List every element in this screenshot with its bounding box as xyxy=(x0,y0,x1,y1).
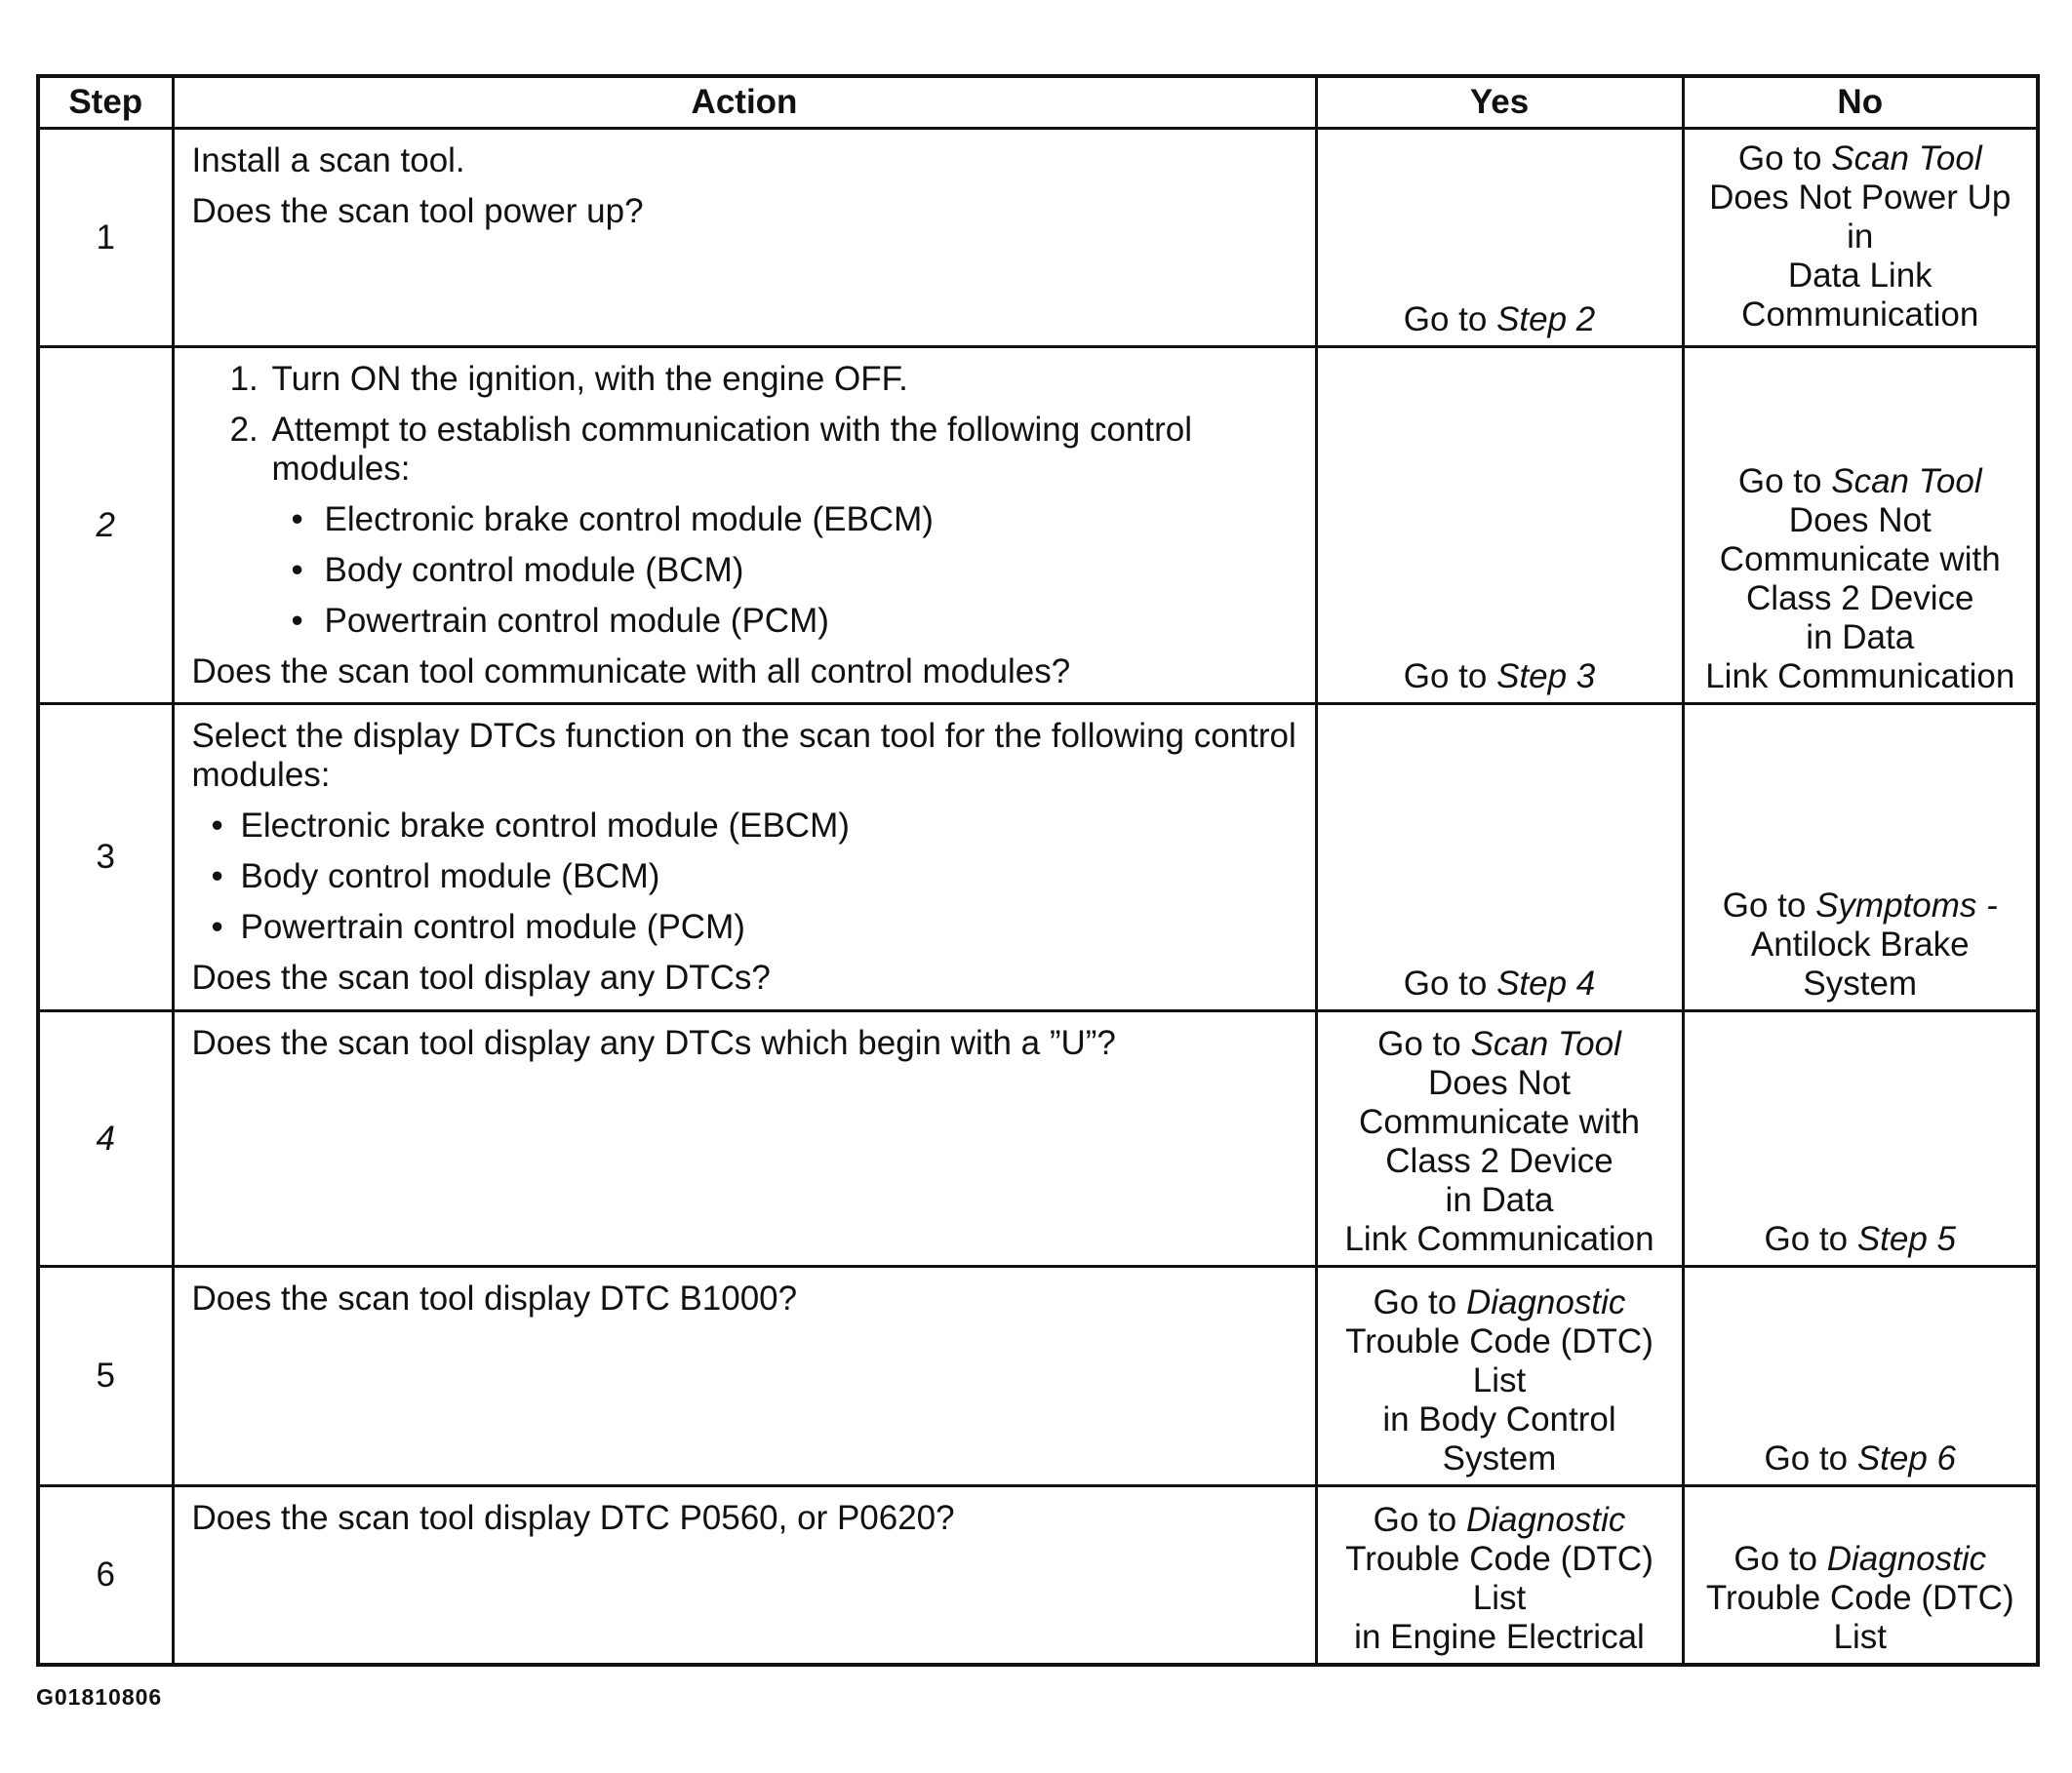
list-item: • Electronic brake control module (EBCM) xyxy=(241,807,1297,846)
list-item: • Body control module (BCM) xyxy=(241,857,1297,896)
yes-result-line: Communicate with xyxy=(1359,1103,1640,1141)
yes-result-line: Does Not xyxy=(1428,1064,1571,1102)
no-result-line: Class 2 Device xyxy=(1746,579,1974,617)
yes-result-line: in Data xyxy=(1445,1181,1554,1219)
step-number: 1 xyxy=(38,129,173,347)
no-cell xyxy=(1683,1011,2038,1267)
step-number: 4 xyxy=(38,1011,173,1267)
no-result-line: Communicate with xyxy=(1719,540,2001,578)
step-number: 3 xyxy=(38,704,173,1011)
list-item: • Electronic brake control module (EBCM) xyxy=(321,500,1297,539)
yes-result-line: Trouble Code (DTC) xyxy=(1345,1322,1654,1360)
header-step: Step xyxy=(38,76,173,129)
yes-cell xyxy=(1316,129,1683,347)
yes-result-line: Go to Diagnostic xyxy=(1373,1283,1626,1321)
no-result: Go to Step 6 xyxy=(1764,1439,1957,1478)
no-result-line: System xyxy=(1803,965,1918,1003)
action-text: Install a scan tool. xyxy=(191,141,465,179)
step-number: 5 xyxy=(38,1267,173,1486)
table-row xyxy=(38,1486,2038,1665)
table-row xyxy=(38,1267,2038,1486)
yes-result-line: Go to Scan Tool xyxy=(1377,1025,1621,1063)
list-item: • Body control module (BCM) xyxy=(321,551,1297,590)
step-number: 2 xyxy=(38,347,173,704)
action-cell xyxy=(173,347,1316,704)
no-cell xyxy=(1683,704,2038,1011)
diagnostic-table xyxy=(36,74,2040,1667)
numbered-list xyxy=(192,360,1297,641)
bullet-list xyxy=(192,807,1297,947)
header-row xyxy=(38,76,2038,129)
no-result-line: Go to Scan Tool xyxy=(1737,139,1982,177)
no-result-line: List xyxy=(1833,1617,1887,1656)
yes-result-line: Link Communication xyxy=(1344,1220,1654,1258)
no-cell xyxy=(1683,347,2038,704)
no-result-line: Does Not xyxy=(1788,501,1932,539)
figure-id: G01810806 xyxy=(36,1684,163,1710)
table-row xyxy=(38,704,2038,1011)
yes-cell xyxy=(1316,1011,1683,1267)
no-result-line: Go to Diagnostic xyxy=(1733,1539,1987,1578)
action-question: Does the scan tool display any DTCs which begin with a ”U”? xyxy=(191,1024,1116,1062)
no-result-line: Antilock Brake xyxy=(1750,926,1970,964)
no-cell xyxy=(1683,1486,2038,1665)
yes-result-line: List xyxy=(1472,1361,1527,1399)
action-question: Does the scan tool display any DTCs? xyxy=(191,959,771,997)
yes-cell xyxy=(1316,1486,1683,1665)
yes-cell xyxy=(1316,347,1683,704)
no-result-line: in xyxy=(1847,217,1874,256)
no-result-line: in Data xyxy=(1806,618,1915,656)
action-question: Does the scan tool communicate with all control modules? xyxy=(191,652,1071,690)
yes-result-line: List xyxy=(1472,1578,1527,1617)
yes-result-line: Trouble Code (DTC) xyxy=(1345,1539,1654,1578)
no-cell xyxy=(1683,129,2038,347)
yes-result: Go to Step 2 xyxy=(1403,300,1596,338)
action-text: Select the display DTCs function on the scan tool for the following control modules: xyxy=(191,717,1296,794)
step-number: 6 xyxy=(38,1486,173,1665)
yes-result-line: in Engine Electrical xyxy=(1354,1617,1645,1656)
list-item: 2. Attempt to establish communication with the following control modules: • Electronic brake control module (EBCM) • Body control module (BCM) • Powertrain control module (PCM) xyxy=(268,411,1297,641)
table-row xyxy=(38,129,2038,347)
header-action: Action xyxy=(173,76,1316,129)
no-result-line: Does Not Power Up xyxy=(1709,178,2012,217)
no-result-line: Trouble Code (DTC) xyxy=(1705,1578,2014,1617)
table-row xyxy=(38,347,2038,704)
bullet-list xyxy=(272,500,1297,641)
yes-result-line: Class 2 Device xyxy=(1385,1142,1614,1180)
yes-result: Go to Step 3 xyxy=(1403,657,1596,695)
action-question: Does the scan tool display DTC B1000? xyxy=(191,1280,798,1318)
yes-cell xyxy=(1316,704,1683,1011)
action-question: Does the scan tool display DTC P0560, or P0620? xyxy=(191,1499,955,1537)
action-cell xyxy=(173,1011,1316,1267)
no-result-line: Go to Symptoms - xyxy=(1722,886,1998,925)
no-result-line: Go to Scan Tool xyxy=(1737,462,1982,500)
yes-result-line: System xyxy=(1442,1439,1557,1478)
yes-cell xyxy=(1316,1267,1683,1486)
action-question: Does the scan tool power up? xyxy=(191,192,644,230)
action-cell xyxy=(173,704,1316,1011)
action-cell xyxy=(173,129,1316,347)
yes-result-line: in Body Control xyxy=(1382,1400,1616,1438)
action-cell xyxy=(173,1267,1316,1486)
no-result-line: Data Link xyxy=(1787,256,1933,295)
yes-result: Go to Step 4 xyxy=(1403,965,1596,1003)
no-cell xyxy=(1683,1267,2038,1486)
action-cell xyxy=(173,1486,1316,1665)
list-item: 1. Turn ON the ignition, with the engine OFF. xyxy=(268,360,1297,399)
yes-result-line: Go to Diagnostic xyxy=(1373,1500,1626,1539)
table-row xyxy=(38,1011,2038,1267)
no-result-line: Link Communication xyxy=(1705,657,2015,695)
list-item: • Powertrain control module (PCM) xyxy=(241,908,1297,947)
list-item: • Powertrain control module (PCM) xyxy=(321,602,1297,641)
no-result-line: Communication xyxy=(1741,296,1979,334)
header-yes: Yes xyxy=(1316,76,1683,129)
no-result: Go to Step 5 xyxy=(1764,1220,1957,1258)
header-no: No xyxy=(1683,76,2038,129)
